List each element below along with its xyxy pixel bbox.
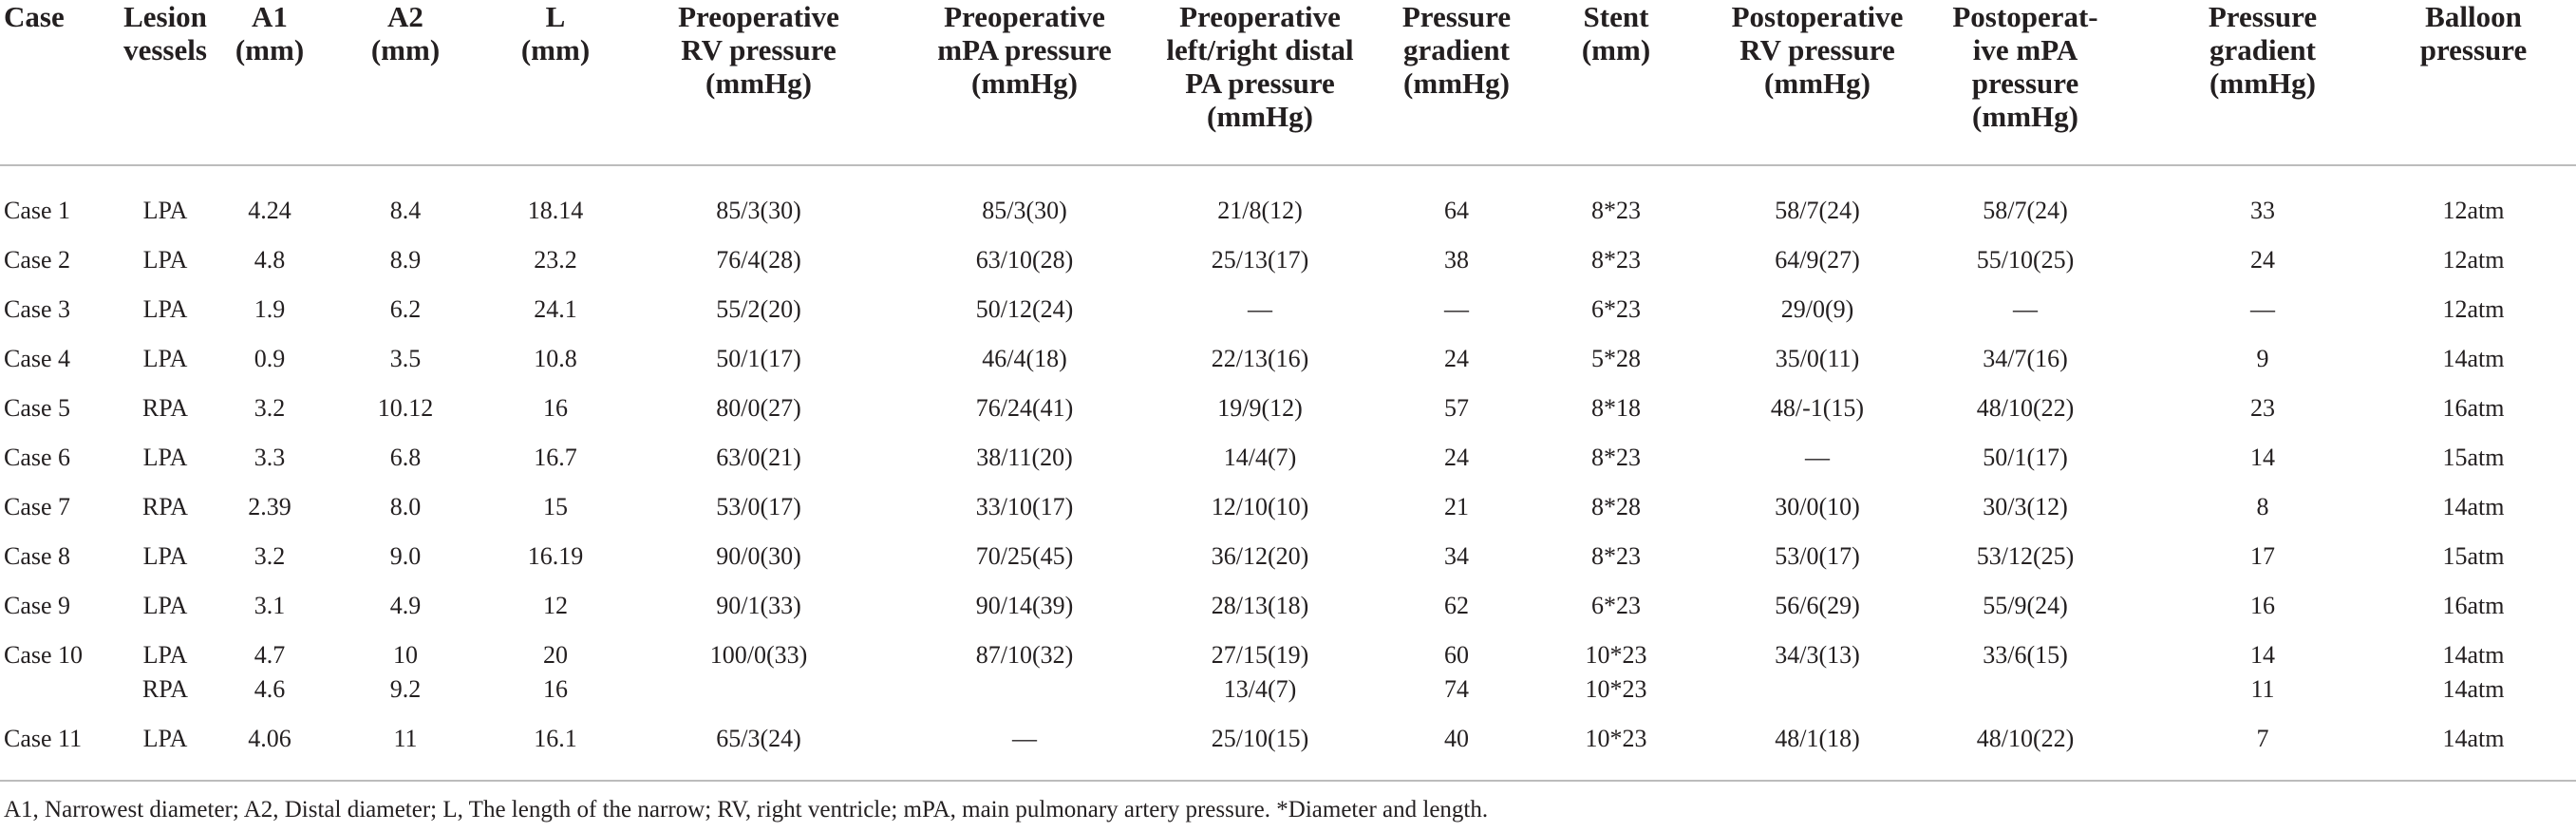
- table-cell: 19/9(12): [1217, 394, 1303, 422]
- table-cell: 12/10(10): [1211, 493, 1309, 520]
- table-cell: 3.2: [254, 542, 286, 570]
- column-header: A2 (mm): [370, 0, 441, 66]
- table-cell: 28/13(18): [1211, 592, 1309, 619]
- table-cell: 16: [543, 394, 568, 422]
- table-cell: 10: [393, 641, 418, 669]
- table-cell: Case 8: [4, 542, 71, 570]
- table-cell: 10*23: [1585, 675, 1647, 703]
- table-cell: RPA: [141, 394, 189, 422]
- table-cell: Case 10: [4, 641, 84, 669]
- table-cell: 55/9(24): [1983, 592, 2068, 619]
- table-cell: 16.1: [534, 725, 577, 752]
- table-cell: Case 2: [4, 246, 71, 274]
- table-cell: 24: [1444, 444, 1469, 471]
- table-cell: 58/7(24): [1983, 197, 2068, 224]
- table-cell: 35/0(11): [1775, 345, 1860, 372]
- table-cell: 48/10(22): [1976, 394, 2075, 422]
- table-cell: 53/12(25): [1976, 542, 2075, 570]
- table-cell: 16.19: [527, 542, 584, 570]
- table-cell: 30/0(10): [1775, 493, 1860, 520]
- table-cell: 76/24(41): [975, 394, 1074, 422]
- table-cell: 100/0(33): [709, 641, 808, 669]
- table-cell: 15: [543, 493, 568, 520]
- table-cell: 15atm: [2442, 542, 2505, 570]
- table-cell: 53/0(17): [1775, 542, 1860, 570]
- table-cell: —: [2250, 295, 2275, 323]
- column-header: Stent (mm): [1581, 0, 1651, 66]
- table-cell: 58/7(24): [1775, 197, 1860, 224]
- table-cell: 4.8: [254, 246, 286, 274]
- table-cell: LPA: [142, 345, 188, 372]
- table-cell: 14atm: [2442, 675, 2505, 703]
- table-cell: 6*23: [1591, 592, 1641, 619]
- table-cell: 25/13(17): [1211, 246, 1309, 274]
- table-cell: 38: [1444, 246, 1469, 274]
- table-cell: 4.9: [389, 592, 422, 619]
- table-cell: 16: [543, 675, 568, 703]
- table-cell: —: [1012, 725, 1037, 752]
- table-cell: 16atm: [2442, 592, 2505, 619]
- table-cell: 53/0(17): [716, 493, 801, 520]
- table-cell: LPA: [142, 542, 188, 570]
- table-cell: 14atm: [2442, 725, 2505, 752]
- table-cell: 85/3(30): [982, 197, 1067, 224]
- table-cell: RPA: [141, 493, 189, 520]
- table-cell: 48/-1(15): [1770, 394, 1865, 422]
- table-cell: 15atm: [2442, 444, 2505, 471]
- table-cell: 50/1(17): [1983, 444, 2068, 471]
- table-cell: 21/8(12): [1217, 197, 1303, 224]
- table-cell: 9.0: [389, 542, 422, 570]
- table-cell: 10*23: [1585, 641, 1647, 669]
- table-cell: 55/10(25): [1976, 246, 2075, 274]
- table-cell: 33/6(15): [1983, 641, 2068, 669]
- table-cell: 6.2: [389, 295, 422, 323]
- table-cell: 16.7: [534, 444, 577, 471]
- table-cell: 10*23: [1585, 725, 1647, 752]
- table-cell: 17: [2250, 542, 2275, 570]
- table-cell: 63/10(28): [975, 246, 1074, 274]
- table-cell: 3.1: [254, 592, 286, 619]
- column-header: Postoperat- ive mPA pressure (mmHg): [1952, 0, 2098, 133]
- table-cell: 12atm: [2442, 246, 2505, 274]
- table-cell: 3.2: [254, 394, 286, 422]
- table-cell: 11: [2250, 675, 2275, 703]
- table-cell: 23.2: [534, 246, 577, 274]
- table-cell: 14atm: [2442, 641, 2505, 669]
- table-cell: 33/10(17): [975, 493, 1074, 520]
- table-cell: LPA: [142, 197, 188, 224]
- table-cell: 50/1(17): [716, 345, 801, 372]
- column-header: Preoperative left/right distal PA pressure (mmHg): [1166, 0, 1354, 133]
- table-cell: 2.39: [248, 493, 291, 520]
- table-cell: 12atm: [2442, 295, 2505, 323]
- header-rule: [0, 164, 2576, 166]
- table-cell: 24.1: [534, 295, 577, 323]
- table-cell: 3.3: [254, 444, 286, 471]
- table-cell: —: [1805, 444, 1830, 471]
- table-cell: 0.9: [254, 345, 286, 372]
- column-header: A1 (mm): [235, 0, 305, 66]
- table-cell: 13/4(7): [1223, 675, 1297, 703]
- table-cell: 5*28: [1591, 345, 1641, 372]
- table-cell: 14: [2250, 641, 2275, 669]
- table-cell: 74: [1444, 675, 1469, 703]
- table-cell: 8*23: [1591, 246, 1641, 274]
- table-cell: Case 9: [4, 592, 71, 619]
- table-cell: 8*23: [1591, 444, 1641, 471]
- table-cell: 90/0(30): [716, 542, 801, 570]
- table-cell: 8.4: [389, 197, 422, 224]
- table-cell: 10.8: [534, 345, 577, 372]
- column-header: Balloon pressure: [2419, 0, 2528, 66]
- table-cell: 9.2: [389, 675, 422, 703]
- table-cell: 16atm: [2442, 394, 2505, 422]
- table-cell: —: [2013, 295, 2038, 323]
- table-cell: 33: [2250, 197, 2275, 224]
- table-cell: 3.5: [389, 345, 422, 372]
- table-cell: 24: [1444, 345, 1469, 372]
- table-cell: 8*18: [1591, 394, 1641, 422]
- table-cell: 14/4(7): [1223, 444, 1297, 471]
- table-cell: 57: [1444, 394, 1469, 422]
- table-cell: 55/2(20): [716, 295, 801, 323]
- table-cell: LPA: [142, 725, 188, 752]
- table-cell: Case 3: [4, 295, 71, 323]
- table-cell: 85/3(30): [716, 197, 801, 224]
- table-cell: 34: [1444, 542, 1469, 570]
- table-cell: 40: [1444, 725, 1469, 752]
- table-cell: 8*28: [1591, 493, 1641, 520]
- table-cell: 24: [2250, 246, 2275, 274]
- table-cell: 8*23: [1591, 542, 1641, 570]
- table-cell: 6*23: [1591, 295, 1641, 323]
- table-cell: 8*23: [1591, 197, 1641, 224]
- table-cell: 1.9: [254, 295, 286, 323]
- table-cell: 65/3(24): [716, 725, 801, 752]
- table-cell: 14atm: [2442, 345, 2505, 372]
- table-cell: 29/0(9): [1780, 295, 1854, 323]
- table-cell: 38/11(20): [976, 444, 1073, 471]
- table-cell: Case 7: [4, 493, 71, 520]
- table-cell: 87/10(32): [975, 641, 1074, 669]
- table-cell: 90/14(39): [975, 592, 1074, 619]
- table-cell: 80/0(27): [716, 394, 801, 422]
- table-footnote: A1, Narrowest diameter; A2, Distal diameter; L, The length of the narrow; RV, right ventricle; mPA, main pulmonary artery pressure. *Diameter and length.: [4, 797, 1489, 823]
- column-header: Case: [4, 0, 65, 33]
- table-cell: 62: [1444, 592, 1469, 619]
- column-header: Postoperative RV pressure (mmHg): [1731, 0, 1904, 100]
- table-cell: LPA: [142, 246, 188, 274]
- table-cell: 8: [2256, 493, 2269, 520]
- table-cell: 23: [2250, 394, 2275, 422]
- table-cell: Case 6: [4, 444, 71, 471]
- column-header: Pressure gradient (mmHg): [2208, 0, 2318, 100]
- table-cell: 10.12: [377, 394, 434, 422]
- table-cell: 4.6: [254, 675, 286, 703]
- table-cell: 22/13(16): [1211, 345, 1309, 372]
- table-cell: 64: [1444, 197, 1469, 224]
- column-header: Preoperative mPA pressure (mmHg): [937, 0, 1112, 100]
- table-cell: 64/9(27): [1775, 246, 1860, 274]
- table-cell: 60: [1444, 641, 1469, 669]
- table-cell: 76/4(28): [716, 246, 801, 274]
- table-cell: 56/6(29): [1775, 592, 1860, 619]
- table-cell: 48/10(22): [1976, 725, 2075, 752]
- table-cell: 14atm: [2442, 493, 2505, 520]
- table-cell: 6.8: [389, 444, 422, 471]
- table-cell: 34/3(13): [1775, 641, 1860, 669]
- table-cell: 4.06: [248, 725, 291, 752]
- table-cell: 8.9: [389, 246, 422, 274]
- table-cell: —: [1444, 295, 1469, 323]
- table-cell: Case 4: [4, 345, 71, 372]
- table-cell: Case 1: [4, 197, 71, 224]
- column-header: Preoperative RV pressure (mmHg): [678, 0, 839, 100]
- table-cell: 4.24: [248, 197, 291, 224]
- table-cell: 16: [2250, 592, 2275, 619]
- table-cell: 20: [543, 641, 568, 669]
- table-cell: 70/25(45): [975, 542, 1074, 570]
- table-cell: 27/15(19): [1211, 641, 1309, 669]
- table-cell: 7: [2256, 725, 2269, 752]
- table-cell: 46/4(18): [982, 345, 1067, 372]
- table-header: [0, 0, 2576, 163]
- table-cell: 90/1(33): [716, 592, 801, 619]
- table-cell: LPA: [142, 444, 188, 471]
- table-cell: 12atm: [2442, 197, 2505, 224]
- table-cell: 50/12(24): [975, 295, 1074, 323]
- table-cell: 18.14: [527, 197, 584, 224]
- column-header: Pressure gradient (mmHg): [1401, 0, 1512, 100]
- table-cell: 14: [2250, 444, 2275, 471]
- table-cell: 63/0(21): [716, 444, 801, 471]
- table-cell: 9: [2256, 345, 2269, 372]
- bottom-rule: [0, 780, 2576, 782]
- table-cell: Case 5: [4, 394, 71, 422]
- table-cell: 12: [543, 592, 568, 619]
- table-cell: 30/3(12): [1983, 493, 2068, 520]
- table-cell: 11: [393, 725, 418, 752]
- table-cell: LPA: [142, 641, 188, 669]
- table-cell: 21: [1444, 493, 1469, 520]
- table-cell: RPA: [141, 675, 189, 703]
- table-cell: 8.0: [389, 493, 422, 520]
- table-cell: 25/10(15): [1211, 725, 1309, 752]
- column-header: Lesion vessels: [123, 0, 207, 66]
- table-cell: 34/7(16): [1983, 345, 2068, 372]
- table-cell: Case 11: [4, 725, 83, 752]
- table-cell: 48/1(18): [1775, 725, 1860, 752]
- table-cell: LPA: [142, 295, 188, 323]
- table-cell: 4.7: [254, 641, 286, 669]
- table-cell: 36/12(20): [1211, 542, 1309, 570]
- table-cell: LPA: [142, 592, 188, 619]
- table-cell: —: [1248, 295, 1272, 323]
- column-header: L (mm): [520, 0, 591, 66]
